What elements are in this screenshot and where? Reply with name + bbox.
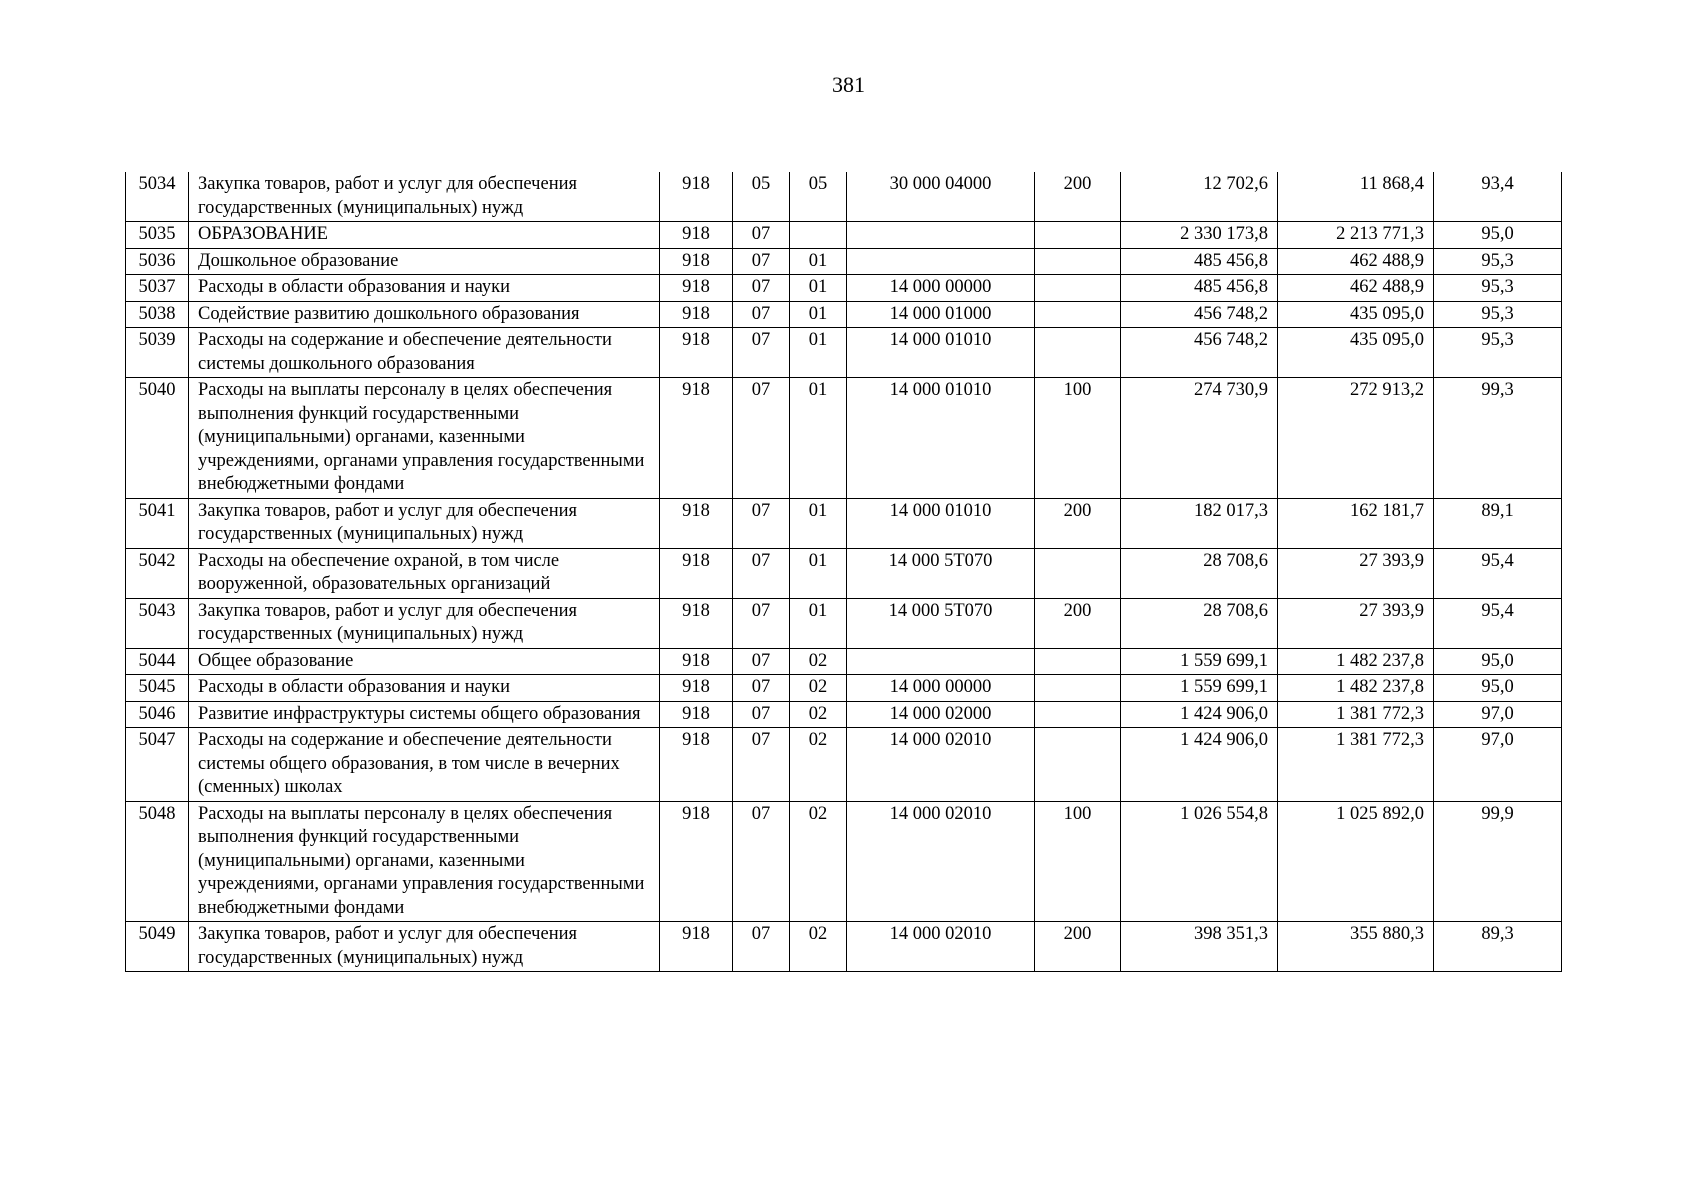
subsection-code-cell: 01 [790,598,847,648]
expense-name-cell: Расходы на обеспечение охраной, в том числе вооруженной, образовательных организаций [189,548,660,598]
row-number-cell: 5038 [126,301,189,328]
department-code-cell: 918 [660,548,733,598]
expense-type-cell [1035,548,1121,598]
row-number-cell: 5035 [126,222,189,249]
department-code-cell: 918 [660,172,733,222]
expense-type-cell [1035,222,1121,249]
expense-name-cell: Расходы на содержание и обеспечение деятельности системы дошкольного образования [189,328,660,378]
expense-type-cell [1035,675,1121,702]
actual-amount-cell: 355 880,3 [1278,922,1434,972]
section-code-cell: 07 [733,922,790,972]
execution-percent-cell: 89,1 [1434,498,1562,548]
target-article-cell: 14 000 00000 [847,675,1035,702]
section-code-cell: 07 [733,675,790,702]
target-article-cell: 14 000 01010 [847,378,1035,499]
expense-name-cell: Расходы на содержание и обеспечение деятельности системы общего образования, в том числе в вечерних (сменных) школах [189,728,660,802]
execution-percent-cell: 95,4 [1434,548,1562,598]
expense-type-cell [1035,301,1121,328]
section-code-cell: 07 [733,548,790,598]
expense-name-cell: Общее образование [189,648,660,675]
target-article-cell: 14 000 5Т070 [847,548,1035,598]
subsection-code-cell: 01 [790,498,847,548]
department-code-cell: 918 [660,598,733,648]
expense-name-cell: ОБРАЗОВАНИЕ [189,222,660,249]
target-article-cell: 14 000 02000 [847,701,1035,728]
table-row [126,301,1562,328]
actual-amount-cell: 462 488,9 [1278,275,1434,302]
expense-name-cell: Расходы в области образования и науки [189,275,660,302]
subsection-code-cell: 05 [790,172,847,222]
subsection-code-cell: 02 [790,801,847,922]
execution-percent-cell: 95,0 [1434,675,1562,702]
expense-type-cell: 200 [1035,598,1121,648]
row-number-cell: 5039 [126,328,189,378]
table-row [126,922,1562,972]
expense-type-cell [1035,248,1121,275]
planned-amount-cell: 1 559 699,1 [1121,675,1278,702]
subsection-code-cell: 01 [790,248,847,275]
subsection-code-cell: 02 [790,648,847,675]
expense-name-cell: Закупка товаров, работ и услуг для обеспечения государственных (муниципальных) нужд [189,172,660,222]
department-code-cell: 918 [660,222,733,249]
expense-type-cell [1035,328,1121,378]
subsection-code-cell: 01 [790,301,847,328]
expense-name-cell: Расходы в области образования и науки [189,675,660,702]
actual-amount-cell: 27 393,9 [1278,598,1434,648]
expense-type-cell: 100 [1035,801,1121,922]
target-article-cell: 30 000 04000 [847,172,1035,222]
execution-percent-cell: 95,3 [1434,328,1562,378]
department-code-cell: 918 [660,648,733,675]
department-code-cell: 918 [660,498,733,548]
execution-percent-cell: 93,4 [1434,172,1562,222]
planned-amount-cell: 1 424 906,0 [1121,701,1278,728]
section-code-cell: 07 [733,598,790,648]
row-number-cell: 5037 [126,275,189,302]
execution-percent-cell: 95,3 [1434,248,1562,275]
table-row [126,801,1562,922]
table-row [126,378,1562,499]
expense-type-cell: 200 [1035,172,1121,222]
table-row [126,328,1562,378]
page-number: 381 [832,72,865,97]
execution-percent-cell: 95,0 [1434,222,1562,249]
section-code-cell: 05 [733,172,790,222]
actual-amount-cell: 162 181,7 [1278,498,1434,548]
actual-amount-cell: 272 913,2 [1278,378,1434,499]
expense-type-cell: 200 [1035,498,1121,548]
section-code-cell: 07 [733,701,790,728]
target-article-cell [847,648,1035,675]
row-number-cell: 5043 [126,598,189,648]
row-number-cell: 5041 [126,498,189,548]
department-code-cell: 918 [660,801,733,922]
expense-name-cell: Развитие инфраструктуры системы общего образования [189,701,660,728]
subsection-code-cell: 02 [790,675,847,702]
target-article-cell: 14 000 02010 [847,801,1035,922]
table-row [126,598,1562,648]
subsection-code-cell: 01 [790,328,847,378]
target-article-cell: 14 000 02010 [847,922,1035,972]
actual-amount-cell: 1 482 237,8 [1278,648,1434,675]
subsection-code-cell: 01 [790,275,847,302]
actual-amount-cell: 1 025 892,0 [1278,801,1434,922]
table-row [126,248,1562,275]
row-number-cell: 5040 [126,378,189,499]
expense-type-cell [1035,701,1121,728]
table-row [126,275,1562,302]
target-article-cell: 14 000 01000 [847,301,1035,328]
actual-amount-cell: 2 213 771,3 [1278,222,1434,249]
planned-amount-cell: 1 424 906,0 [1121,728,1278,802]
execution-percent-cell: 89,3 [1434,922,1562,972]
target-article-cell: 14 000 02010 [847,728,1035,802]
expense-type-cell: 100 [1035,378,1121,499]
execution-percent-cell: 97,0 [1434,701,1562,728]
subsection-code-cell: 02 [790,701,847,728]
budget-table [125,172,1562,972]
expense-name-cell: Закупка товаров, работ и услуг для обеспечения государственных (муниципальных) нужд [189,498,660,548]
expense-name-cell: Дошкольное образование [189,248,660,275]
subsection-code-cell: 01 [790,548,847,598]
section-code-cell: 07 [733,648,790,675]
row-number-cell: 5045 [126,675,189,702]
target-article-cell: 14 000 01010 [847,498,1035,548]
subsection-code-cell: 01 [790,378,847,499]
expense-type-cell [1035,728,1121,802]
expense-name-cell: Закупка товаров, работ и услуг для обеспечения государственных (муниципальных) нужд [189,922,660,972]
execution-percent-cell: 99,3 [1434,378,1562,499]
row-number-cell: 5046 [126,701,189,728]
planned-amount-cell: 182 017,3 [1121,498,1278,548]
actual-amount-cell: 1 381 772,3 [1278,728,1434,802]
actual-amount-cell: 27 393,9 [1278,548,1434,598]
section-code-cell: 07 [733,248,790,275]
section-code-cell: 07 [733,275,790,302]
planned-amount-cell: 1 026 554,8 [1121,801,1278,922]
actual-amount-cell: 11 868,4 [1278,172,1434,222]
actual-amount-cell: 435 095,0 [1278,301,1434,328]
section-code-cell: 07 [733,328,790,378]
subsection-code-cell: 02 [790,922,847,972]
planned-amount-cell: 456 748,2 [1121,328,1278,378]
execution-percent-cell: 97,0 [1434,728,1562,802]
department-code-cell: 918 [660,248,733,275]
department-code-cell: 918 [660,701,733,728]
department-code-cell: 918 [660,378,733,499]
section-code-cell: 07 [733,222,790,249]
table-row [126,701,1562,728]
target-article-cell: 14 000 5Т070 [847,598,1035,648]
department-code-cell: 918 [660,728,733,802]
row-number-cell: 5048 [126,801,189,922]
section-code-cell: 07 [733,801,790,922]
execution-percent-cell: 99,9 [1434,801,1562,922]
expense-name-cell: Расходы на выплаты персоналу в целях обеспечения выполнения функций государственными (муниципальными) органами, казенными учреждениями, органами управления государственными внебюджетными фондами [189,801,660,922]
row-number-cell: 5044 [126,648,189,675]
row-number-cell: 5034 [126,172,189,222]
table-row [126,675,1562,702]
planned-amount-cell: 1 559 699,1 [1121,648,1278,675]
planned-amount-cell: 28 708,6 [1121,548,1278,598]
department-code-cell: 918 [660,328,733,378]
target-article-cell [847,248,1035,275]
actual-amount-cell: 462 488,9 [1278,248,1434,275]
expense-type-cell [1035,275,1121,302]
planned-amount-cell: 456 748,2 [1121,301,1278,328]
planned-amount-cell: 398 351,3 [1121,922,1278,972]
row-number-cell: 5049 [126,922,189,972]
actual-amount-cell: 1 482 237,8 [1278,675,1434,702]
table-row [126,648,1562,675]
actual-amount-cell: 1 381 772,3 [1278,701,1434,728]
planned-amount-cell: 485 456,8 [1121,248,1278,275]
planned-amount-cell: 28 708,6 [1121,598,1278,648]
table-row [126,172,1562,222]
table-row [126,222,1562,249]
target-article-cell: 14 000 01010 [847,328,1035,378]
section-code-cell: 07 [733,498,790,548]
expense-type-cell [1035,648,1121,675]
table-body [126,172,1562,972]
row-number-cell: 5047 [126,728,189,802]
planned-amount-cell: 12 702,6 [1121,172,1278,222]
row-number-cell: 5036 [126,248,189,275]
planned-amount-cell: 2 330 173,8 [1121,222,1278,249]
target-article-cell [847,222,1035,249]
target-article-cell: 14 000 00000 [847,275,1035,302]
department-code-cell: 918 [660,301,733,328]
actual-amount-cell: 435 095,0 [1278,328,1434,378]
section-code-cell: 07 [733,301,790,328]
section-code-cell: 07 [733,728,790,802]
department-code-cell: 918 [660,675,733,702]
execution-percent-cell: 95,3 [1434,301,1562,328]
expense-name-cell: Содействие развитию дошкольного образования [189,301,660,328]
planned-amount-cell: 485 456,8 [1121,275,1278,302]
department-code-cell: 918 [660,922,733,972]
table-row [126,728,1562,802]
expense-name-cell: Расходы на выплаты персоналу в целях обеспечения выполнения функций государственными (муниципальными) органами, казенными учреждениями, органами управления государственными внебюджетными фондами [189,378,660,499]
planned-amount-cell: 274 730,9 [1121,378,1278,499]
department-code-cell: 918 [660,275,733,302]
execution-percent-cell: 95,0 [1434,648,1562,675]
execution-percent-cell: 95,4 [1434,598,1562,648]
expense-name-cell: Закупка товаров, работ и услуг для обеспечения государственных (муниципальных) нужд [189,598,660,648]
section-code-cell: 07 [733,378,790,499]
subsection-code-cell: 02 [790,728,847,802]
expense-type-cell: 200 [1035,922,1121,972]
row-number-cell: 5042 [126,548,189,598]
table-row [126,498,1562,548]
table-row [126,548,1562,598]
execution-percent-cell: 95,3 [1434,275,1562,302]
subsection-code-cell [790,222,847,249]
